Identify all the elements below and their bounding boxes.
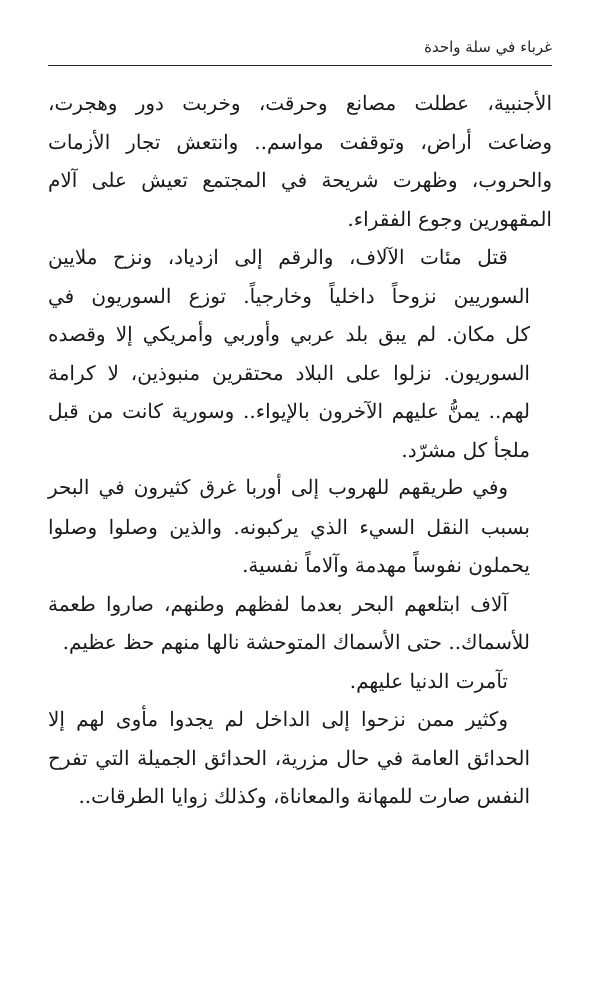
paragraph — [48, 238, 552, 469]
paragraph — [48, 469, 552, 585]
paragraph — [48, 585, 552, 662]
text-line: ملجأ كل مشرّد. — [401, 437, 530, 462]
text-line: بسبب النقل السيء الذي يركبونه. والذين وصلوا وصلوا — [48, 514, 531, 539]
text-line: لهم.. يمنُّ عليهم الآخرون بالإيواء.. وسورية كانت من قبل — [48, 399, 530, 423]
text-line: قتل مئات الآلاف، والرقم إلى ازدياد، ونزح ملايين — [48, 245, 508, 269]
text-line: السوريون. نزلوا على البلاد محتقرين منبوذين، لا كرامة — [48, 360, 530, 385]
text-line: آلاف ابتلعهم البحر بعدما لفظهم وطنهم، صاروا طعمة — [48, 591, 508, 616]
text-line: للأسماك.. حتى الأسماك المتوحشة نالها منهم حظ عظيم. — [62, 630, 530, 654]
paragraph — [48, 700, 552, 816]
body-text — [48, 84, 552, 816]
text-line: والحروب، وظهرت شريحة في المجتمع تعيش على آلام — [48, 168, 552, 192]
text-line: تآمرت الدنيا عليهم. — [349, 668, 508, 693]
text-line: وفي طريقهم للهروب إلى أوربا غرق كثيرون في البحر — [48, 476, 508, 499]
paragraph — [48, 662, 552, 701]
text-line: وضاعت أراض، وتوقفت مواسم.. وانتعش تجار الأزمات — [48, 129, 552, 154]
running-title: غرباء في سلة واحدة — [424, 38, 552, 56]
text-line: المقهورين وجوع الفقراء. — [347, 206, 552, 231]
text-line: كل مكان. لم يبق بلد عربي وأوربي وأمريكي إلا وقصده — [48, 322, 530, 346]
paragraph — [48, 84, 552, 238]
running-header — [48, 38, 552, 66]
text-line: الأجنبية، عطلت مصانع وحرقت، وخربت دور وهجرت، — [48, 91, 552, 115]
text-line: الحدائق العامة في حال مزرية، الحدائق الجميلة التي تفرح — [48, 745, 530, 770]
text-line: السوريين نزوحاً داخلياً وخارجياً. توزع السوريون في — [48, 283, 530, 308]
header-rule — [48, 65, 552, 66]
text-line: يحملون نفوساً مهدمة وآلاماً نفسية. — [242, 553, 530, 577]
text-line: وكثير ممن نزحوا إلى الداخل لم يجدوا مأوى لهم إلا — [48, 707, 508, 731]
text-line: النفس صارت للمهانة والمعاناة، وكذلك زوايا الطرقات.. — [78, 784, 530, 808]
